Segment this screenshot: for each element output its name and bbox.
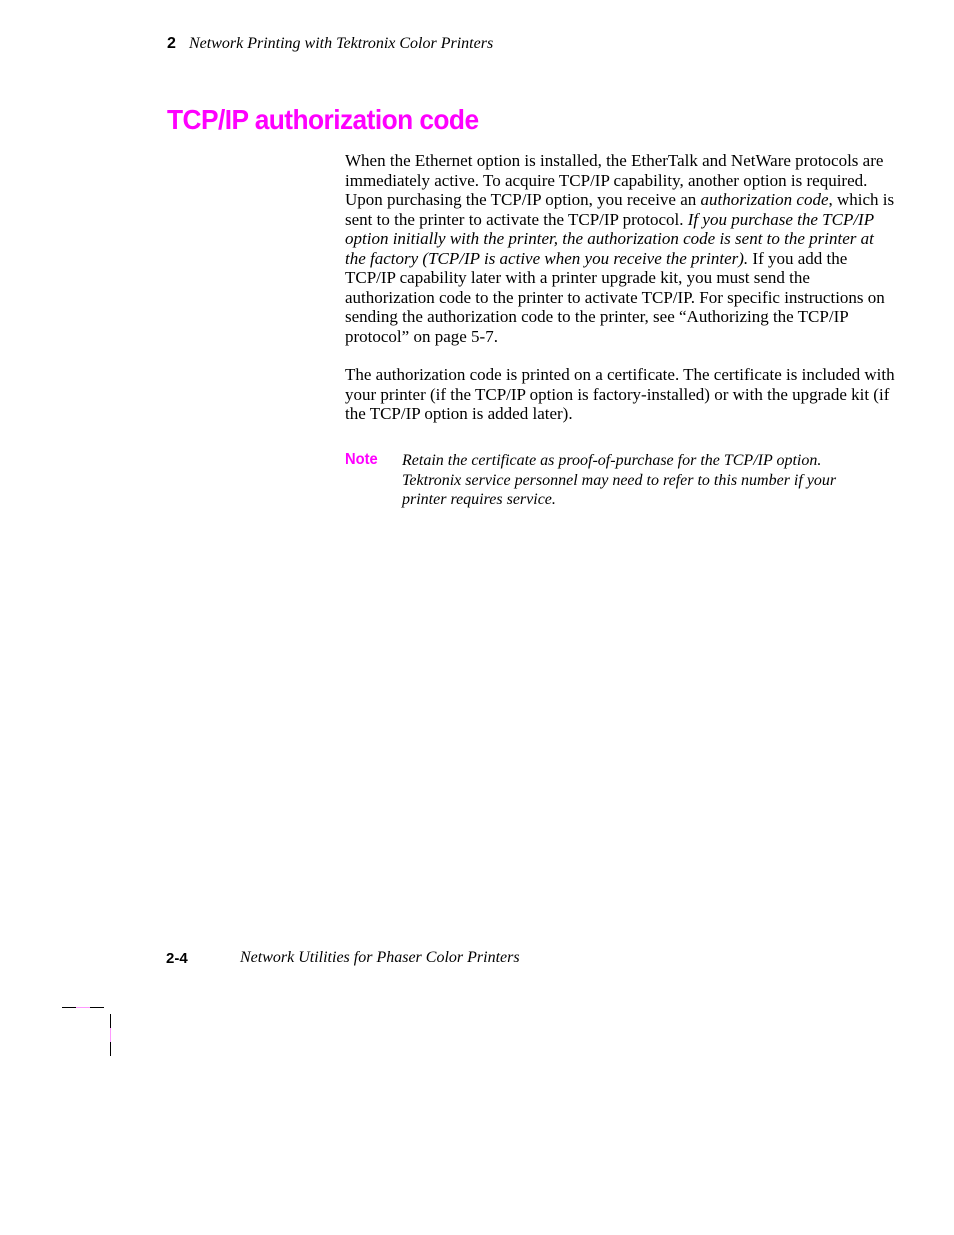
section-title: TCP/IP authorization code	[167, 104, 479, 135]
paragraph-certificate: The authorization code is printed on a certificate. The certificate is included with your printer (if the TCP/IP option is factory-installed) or with the upgrade kit (if the TCP/IP option is added later).	[345, 365, 895, 423]
crop-mark-horizontal-right	[90, 1007, 104, 1008]
note-label: Note	[345, 451, 378, 468]
paragraph1-part1: When the Ethernet option is installed, the EtherTalk and NetWare protocols are immediately active. To acquire TCP/IP capability, another option is required. Upon purchasing the TCP/IP option, you receive an	[345, 151, 884, 209]
term-authorization-code: authorization code	[700, 190, 829, 209]
paragraph1-part2: , which is sent to the printer to activate the TCP/IP protocol.	[345, 190, 895, 229]
footer-title: Network Utilities for Phaser Color Printers	[240, 949, 520, 966]
crop-mark-vertical-mid	[110, 1028, 111, 1042]
footer-page-number: 2-4	[166, 950, 188, 967]
crop-mark-vertical-bottom	[110, 1042, 111, 1056]
note-text: Retain the certificate as proof-of-purchase for the TCP/IP option. Tektronix service personnel may need to refer to this number if your printer requires service.	[402, 452, 837, 508]
chapter-number: 2	[167, 35, 176, 52]
running-header	[167, 33, 493, 53]
paragraph1-part3: If you add the TCP/IP capability later with a printer upgrade kit, you must send the authorization code to the printer to activate TCP/IP. For specific instructions on sending the authorization code to the printer, see “Authorizing the TCP/IP protocol” on page 5-7.	[345, 248, 885, 346]
crop-mark-horizontal-mid	[76, 1007, 90, 1008]
paragraph-authorization-intro	[345, 151, 897, 346]
crop-mark-vertical-top	[110, 1014, 111, 1028]
running-header-title: Network Printing with Tektronix Color Printers	[189, 35, 494, 52]
factory-install-note: If you purchase the TCP/IP option initially with the printer, the authorization code is sent to the printer at the factory (TCP/IP is active when you receive the printer).	[345, 209, 874, 268]
crop-mark-horizontal-left	[62, 1007, 76, 1008]
